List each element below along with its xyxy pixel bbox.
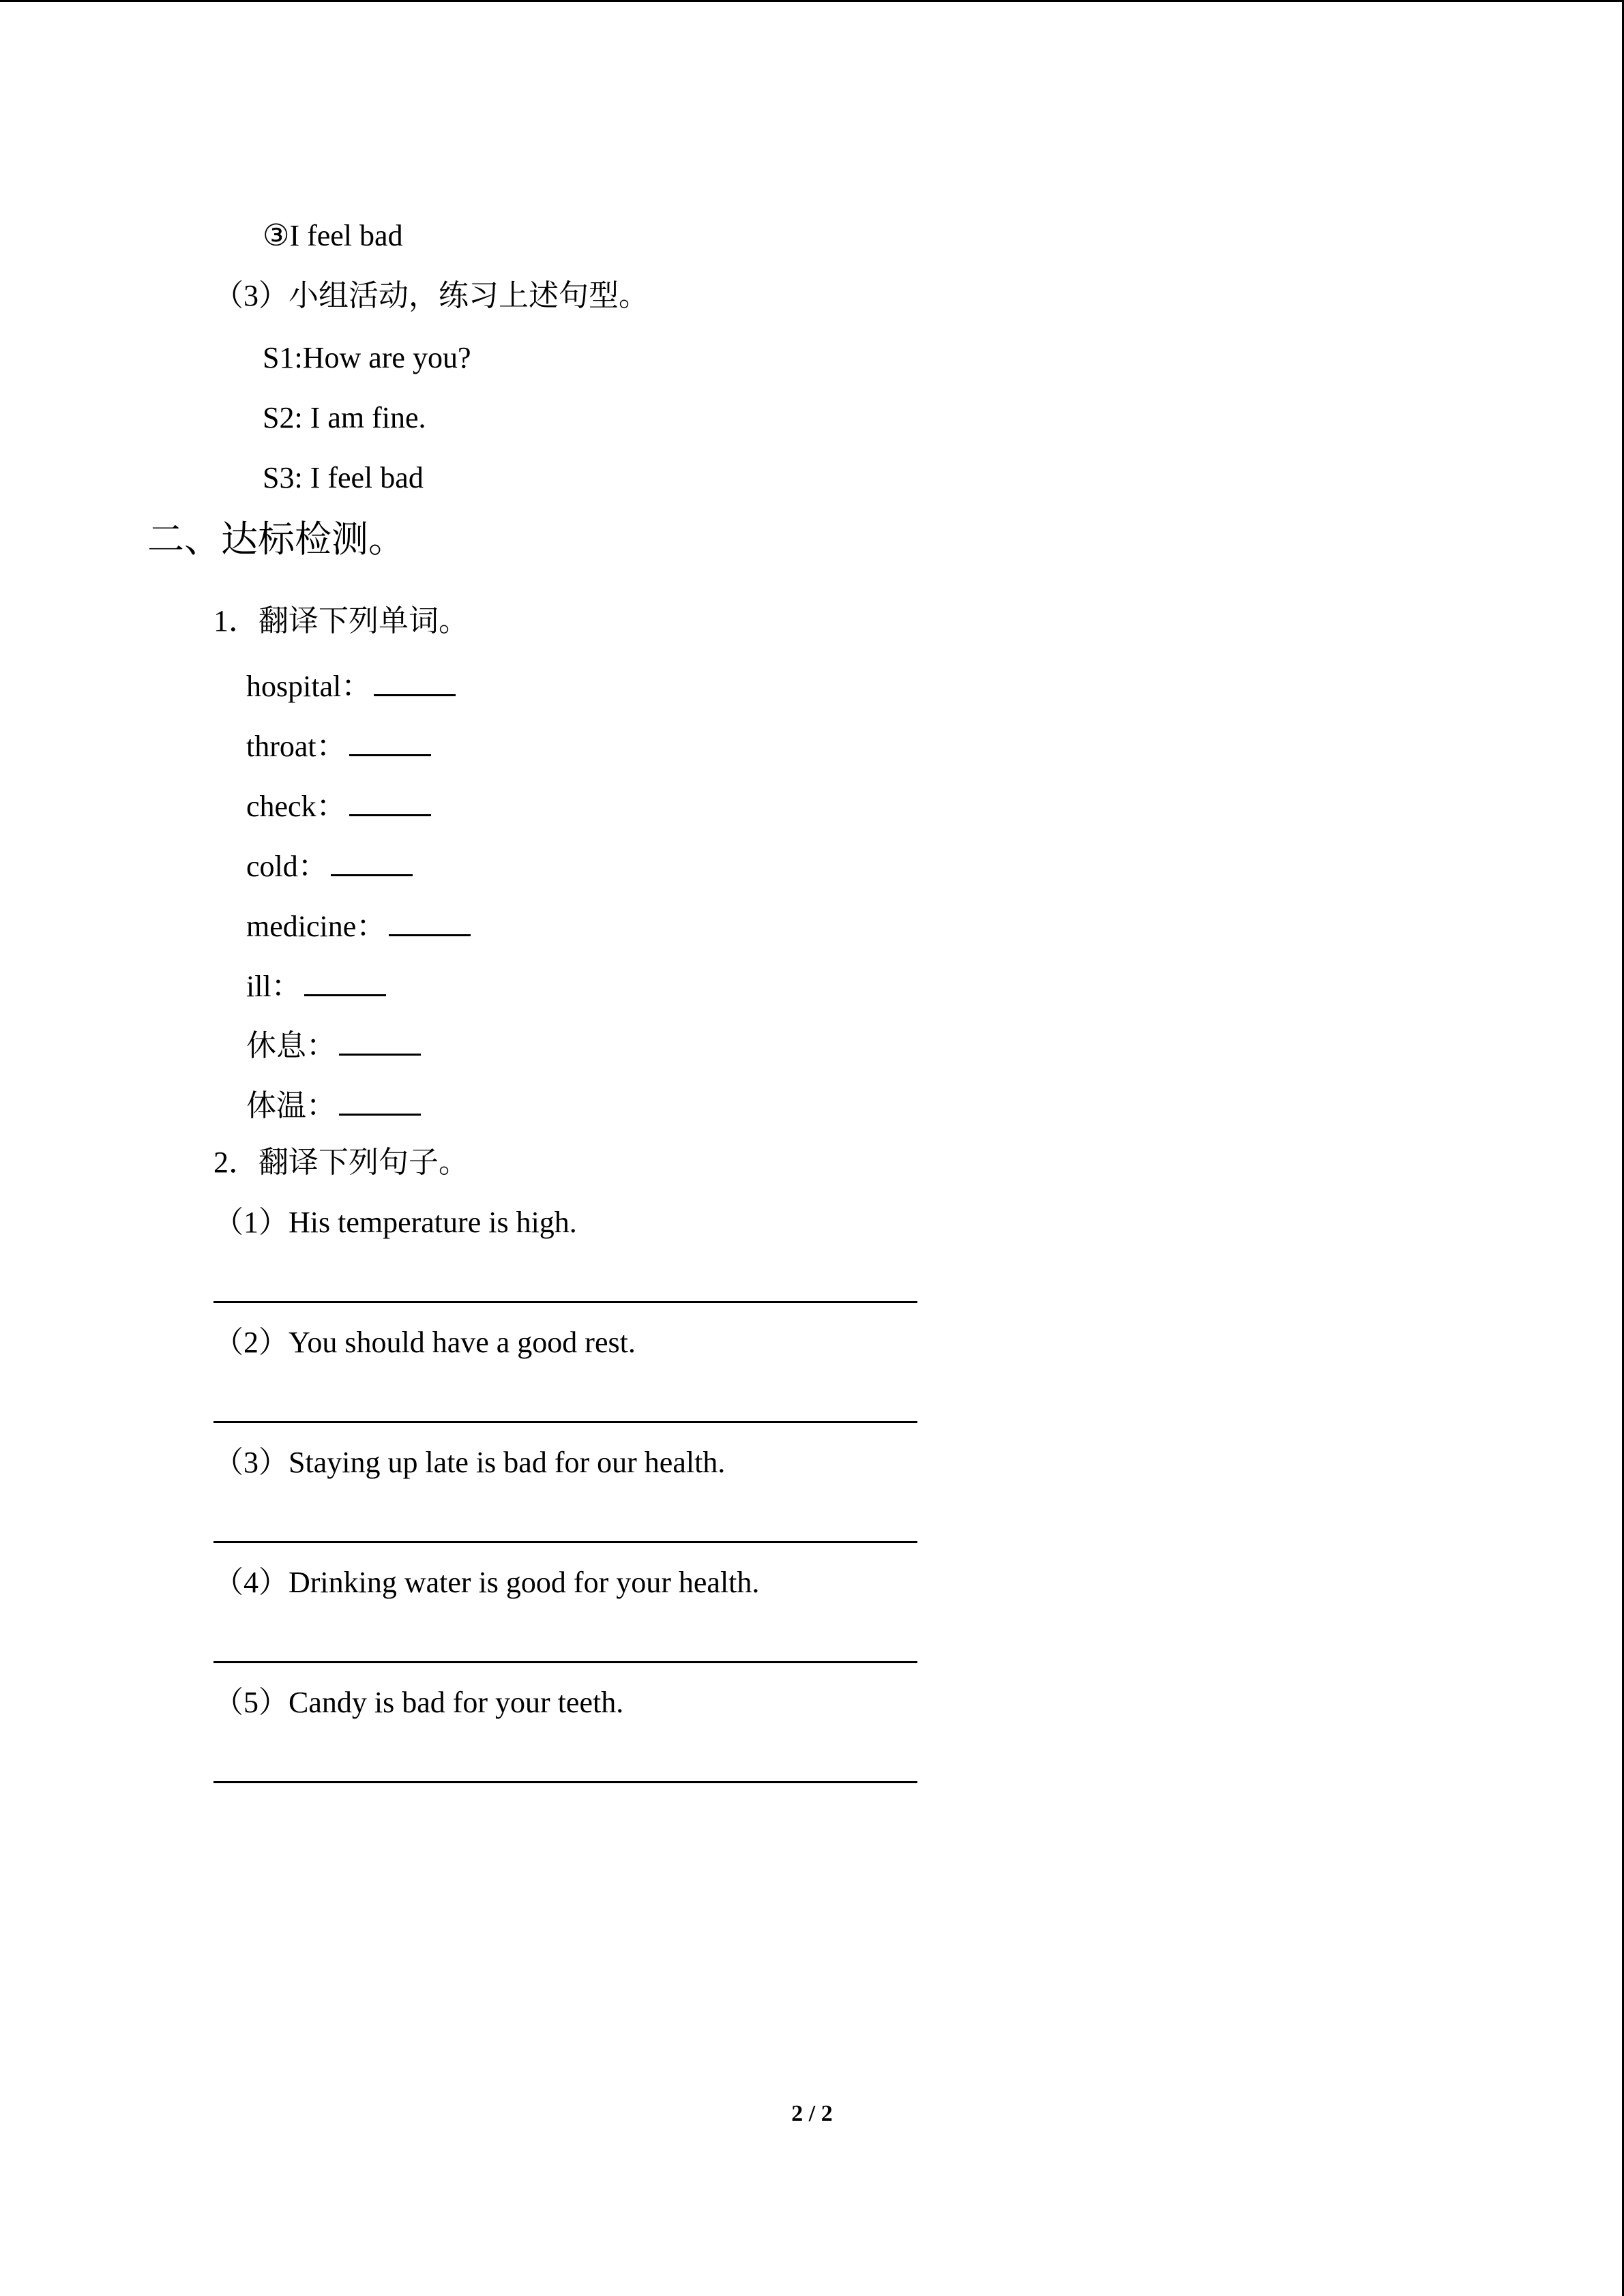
word-label: hospital： [246, 670, 372, 703]
page-number: 2 / 2 [791, 2101, 833, 2126]
answer-blank[interactable] [339, 1084, 421, 1116]
word-item [246, 964, 386, 1006]
word-label: check： [246, 790, 346, 823]
answer-blank[interactable] [349, 724, 431, 756]
page-top-border [0, 0, 1624, 2]
answer-line[interactable] [213, 1661, 917, 1663]
section-heading: 二、达标检测。 [147, 519, 405, 560]
question-2-title: 2．翻译下列句子。 [213, 1146, 469, 1179]
dialogue-s2: S2: I am fine. [263, 401, 426, 434]
word-item [246, 724, 431, 766]
sentence-item: （1）His temperature is high. [213, 1206, 577, 1239]
activity-instruction: （3）小组活动，练习上述句型。 [213, 279, 649, 312]
word-label: throat： [246, 730, 346, 763]
question-1-title: 1．翻译下列单词。 [213, 604, 469, 638]
answer-blank[interactable] [389, 904, 471, 936]
answer-line[interactable] [213, 1421, 917, 1423]
word-label: 体温： [246, 1089, 336, 1122]
answer-line[interactable] [213, 1541, 917, 1543]
answer-blank[interactable] [331, 844, 413, 876]
word-item [246, 844, 413, 886]
sentence-item: （5）Candy is bad for your teeth. [213, 1686, 624, 1719]
sentence-item: （3）Staying up late is bad for our health. [213, 1446, 726, 1479]
word-item [246, 1024, 421, 1065]
answer-blank[interactable] [339, 1024, 421, 1056]
dialogue-s1: S1:How are you? [263, 341, 471, 374]
word-label: cold： [246, 850, 328, 883]
word-item [246, 1084, 421, 1125]
word-label: ill： [246, 970, 301, 1003]
example-sentence-3: ③I feel bad [263, 219, 403, 252]
word-item [246, 664, 456, 706]
word-item [246, 904, 471, 946]
answer-blank[interactable] [304, 964, 386, 996]
answer-blank[interactable] [349, 784, 431, 816]
answer-line[interactable] [213, 1301, 917, 1303]
sentence-item: （4）Drinking water is good for your health. [213, 1566, 760, 1599]
word-label: 休息： [246, 1029, 336, 1062]
word-item [246, 784, 431, 826]
sentence-item: （2）You should have a good rest. [213, 1326, 636, 1359]
word-label: medicine： [246, 910, 387, 943]
answer-line[interactable] [213, 1781, 917, 1783]
dialogue-s3: S3: I feel bad [263, 461, 424, 494]
answer-blank[interactable] [374, 664, 456, 696]
